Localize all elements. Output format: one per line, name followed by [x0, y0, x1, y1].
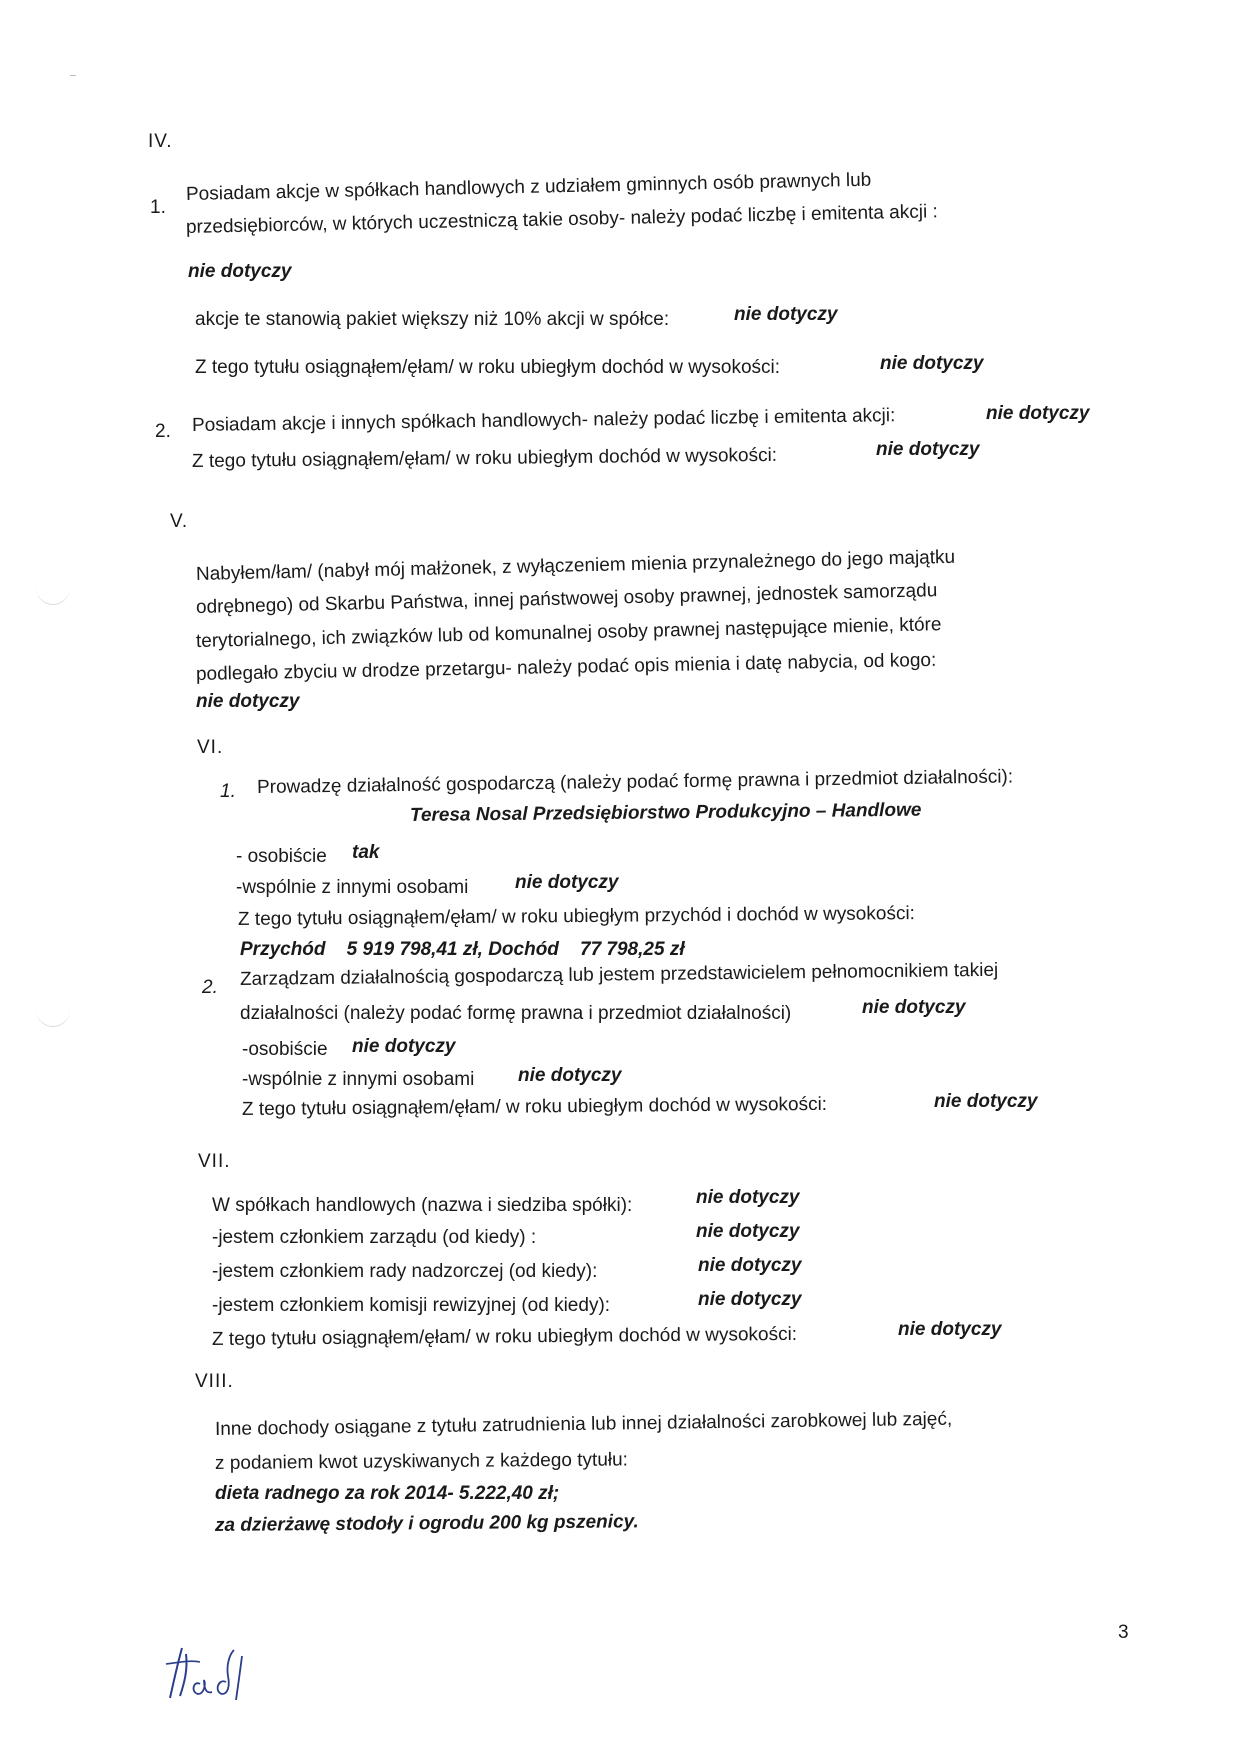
scan-mark	[70, 75, 76, 76]
iv-item2-answer: nie dotyczy	[986, 403, 1090, 424]
vii-income-answer: nie dotyczy	[898, 1319, 1002, 1340]
vi-item1-income-answer: Przychód 5 919 798,41 zł, Dochód 77 798,25 zł	[240, 939, 685, 960]
vii-row-answer: nie dotyczy	[698, 1255, 802, 1276]
vi-item2-line1: Zarządzam działalnością gospodarczą lub jestem przedstawicielem pełnomocnikiem takiej	[239, 959, 999, 990]
section-v-heading: V.	[170, 511, 189, 532]
vi-item1-line1: Prowadzę działalność gospodarczą (należy podać formę prawna i przedmiot działalności):	[256, 766, 1014, 798]
vi-joint-label: -wspólnie z innymi osobami	[236, 877, 469, 898]
viii-answer-2: za dzierżawę stodoły i ogrodu 200 kg pszenicy.	[214, 1511, 639, 1536]
iv-item1-income-answer: nie dotyczy	[880, 353, 984, 374]
vi-item2-personal-answer: nie dotyczy	[352, 1036, 456, 1057]
vi-item2-joint-label: -wspólnie z innymi osobami	[242, 1069, 475, 1090]
vii-row-label: -jestem członkiem zarządu (od kiedy) :	[212, 1227, 537, 1248]
iv-item1-answer: nie dotyczy	[188, 261, 292, 282]
vi-company-name: Teresa Nosal Przedsiębiorstwo Produkcyjno – Handlowe	[409, 799, 922, 826]
vi-item2-income-answer: nie dotyczy	[934, 1091, 1038, 1112]
v-line3: terytorialnego, ich związków lub od komunalnej osoby prawnej następujące mienie, które	[195, 614, 942, 652]
punch-hole-top	[36, 570, 70, 605]
iv-item2-line1: Posiadam akcje i innych spółkach handlowych- należy podać liczbę i emitenta akcji:	[191, 405, 896, 436]
section-iv-heading: IV.	[148, 131, 173, 152]
page-number: 3	[1118, 1622, 1129, 1643]
v-answer: nie dotyczy	[196, 691, 300, 712]
vi-item2-number: 2.	[202, 977, 218, 998]
vi-item2-joint-answer: nie dotyczy	[518, 1065, 622, 1086]
signature	[160, 1640, 270, 1710]
vi-item1-income-label: Z tego tytułu osiągnąłem/ęłam/ w roku ubiegłym przychód i dochód w wysokości:	[237, 903, 915, 930]
v-line1: Nabyłem/łam/ (nabył mój małżonek, z wyłączeniem mienia przynależnego do jego majątku	[195, 546, 956, 585]
vii-row-label: -jestem członkiem komisji rewizyjnej (od kiedy):	[212, 1295, 611, 1316]
section-vii-heading: VII.	[198, 1151, 231, 1172]
viii-line2: z podaniem kwot uzyskiwanych z każdego tytułu:	[214, 1449, 629, 1474]
v-line2: odrębnego) od Skarbu Państwa, innej państwowej osoby prawnej, jednostek samorządu	[195, 580, 938, 618]
vi-personal-answer: tak	[352, 842, 380, 863]
section-viii-heading: VIII.	[195, 1371, 234, 1392]
iv-item2-number: 2.	[155, 421, 171, 442]
punch-hole-bottom	[36, 992, 70, 1027]
iv-item1-number: 1.	[150, 197, 166, 218]
iv-item2-income-answer: nie dotyczy	[876, 439, 980, 460]
section-vi-heading: VI.	[197, 737, 224, 758]
vi-item2-income-label: Z tego tytułu osiągnąłem/ęłam/ w roku ubiegłym dochód w wysokości:	[241, 1093, 828, 1120]
iv-item1-income-label: Z tego tytułu osiągnąłem/ęłam/ w roku ubiegłym dochód w wysokości:	[195, 357, 781, 378]
viii-line1: Inne dochody osiągane z tytułu zatrudnienia lub innej działalności zarobkowej lub zajęć,	[214, 1408, 953, 1440]
vi-item1-number: 1.	[220, 781, 236, 802]
vii-income-label: Z tego tytułu osiągnąłem/ęłam/ w roku ubiegłym dochód w wysokości:	[211, 1323, 798, 1350]
vi-item2-personal-label: -osobiście	[242, 1039, 328, 1060]
vi-personal-label: - osobiście	[236, 846, 327, 867]
vi-item2-line2: działalności (należy podać formę prawna i przedmiot działalności)	[240, 1003, 792, 1024]
viii-answer-1: dieta radnego za rok 2014- 5.222,40 zł;	[215, 1483, 560, 1504]
v-line4: podlegało zbyciu w drodze przetargu- należy podać opis mienia i datę nabycia, od kogo:	[195, 649, 937, 685]
iv-stake-label: akcje te stanowią pakiet większy niż 10% akcji w spółce:	[195, 309, 670, 330]
vii-row-label: W spółkach handlowych (nazwa i siedziba spółki):	[212, 1195, 633, 1216]
iv-stake-answer: nie dotyczy	[734, 304, 838, 325]
vii-row-answer: nie dotyczy	[698, 1289, 802, 1310]
vii-row-answer: nie dotyczy	[696, 1187, 800, 1208]
iv-item1-line1: Posiadam akcje w spółkach handlowych z udziałem gminnych osób prawnych lub	[185, 169, 872, 205]
vii-row-answer: nie dotyczy	[696, 1221, 800, 1242]
iv-item1-line2: przedsiębiorców, w których uczestniczą takie osoby- należy podać liczbę i emitenta akcji :	[185, 201, 938, 238]
iv-item2-income-label: Z tego tytułu osiągnąłem/ęłam/ w roku ubiegłym dochód w wysokości:	[191, 444, 778, 472]
vi-item2-answer: nie dotyczy	[862, 997, 966, 1018]
vi-joint-answer: nie dotyczy	[515, 872, 619, 893]
vii-row-label: -jestem członkiem rady nadzorczej (od kiedy):	[212, 1261, 598, 1282]
